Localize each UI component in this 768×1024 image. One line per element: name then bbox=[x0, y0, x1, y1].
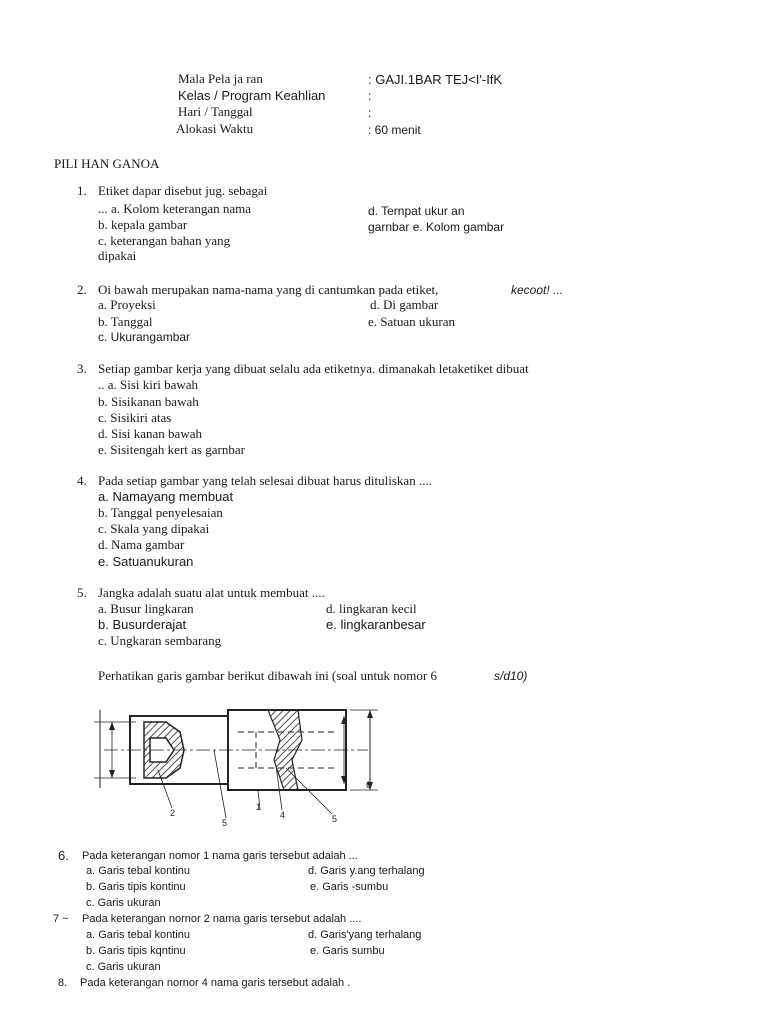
question-number: 3. bbox=[77, 361, 87, 376]
drawing-label-2: 2 bbox=[170, 808, 176, 818]
option-e: garnbar e. Kolom gambar bbox=[368, 220, 505, 234]
option-e: e. Garis -sumbu bbox=[310, 881, 389, 893]
question-number: 5. bbox=[77, 585, 87, 600]
instruction-text-italic: s/d10) bbox=[494, 669, 528, 683]
header-value-time: : 60 menit bbox=[368, 123, 421, 137]
option-d: d. Sisi kanan bawah bbox=[98, 426, 202, 441]
drawing-label-5-right: 5 bbox=[332, 814, 338, 824]
option-d: d. Garis'yang terhalang bbox=[308, 929, 422, 941]
drawing-label-5-left: 5 bbox=[222, 818, 228, 828]
drawing-label-6: 6 bbox=[366, 780, 372, 790]
question-text: Pada setiap gambar yang telah selesai dibuat harus dituliskan .... bbox=[98, 473, 432, 488]
technical-drawing bbox=[88, 700, 388, 828]
question-text: Setiap gambar kerja yang dibuat selalu ada etiketnya. dimanakah letaketiket dibuat bbox=[98, 361, 529, 376]
question-number: 7 ~ bbox=[53, 913, 69, 925]
option-c: c. Ukurangambar bbox=[98, 330, 191, 344]
option-b: b. Sisikanan bawah bbox=[98, 394, 199, 409]
option-c: c. Ungkaran sembarang bbox=[98, 633, 222, 648]
header-label-date: Hari / Tanggal bbox=[178, 104, 253, 119]
option-d: d. Nama gambar bbox=[98, 537, 185, 552]
header-value-subject: : GAJI.1BAR TEJ<I'-IfK bbox=[368, 72, 503, 87]
option-d: d. Garis y.ang terhalang bbox=[308, 865, 425, 877]
question-text: Pada keterangan nornor 4 nama garis tersebut adalah . bbox=[80, 977, 351, 989]
question-text-italic: kecoot! ... bbox=[511, 283, 564, 297]
option-c: c. Garis ukuran bbox=[86, 961, 161, 973]
header-label-time: Alokasi Waktu bbox=[176, 121, 254, 136]
question-text: Oi bawah merupakan nama-nama yang di cantumkan pada etiket, bbox=[98, 282, 439, 297]
header-label-subject: Mala Pela ja ran bbox=[178, 71, 263, 86]
option-e: e. lingkaranbesar bbox=[326, 617, 426, 632]
option-e: e. Garis sumbu bbox=[310, 945, 385, 957]
drawing-label-1: 1 bbox=[256, 802, 262, 812]
header-value-date: : bbox=[368, 106, 372, 120]
option-b: b. Garis tipis kqntinu bbox=[86, 945, 186, 957]
option-b: b. kepala gambar bbox=[98, 217, 188, 232]
option-c-continued: dipakai bbox=[98, 248, 137, 263]
option-c: c. Skala yang dipakai bbox=[98, 521, 210, 536]
option-d: d. Ternpat ukur an bbox=[368, 204, 465, 218]
option-c: c. Sisikiri atas bbox=[98, 410, 172, 425]
option-b: b. Tanggal bbox=[98, 314, 153, 329]
question-number: 8. bbox=[58, 977, 68, 989]
option-b: b. Garis tipis kontinu bbox=[86, 881, 186, 893]
header-value-class: : bbox=[368, 89, 372, 103]
question-number: 4. bbox=[77, 473, 87, 488]
option-a: a. Busur lingkaran bbox=[98, 601, 194, 616]
option-a: .. a. Sisi kiri bawah bbox=[98, 377, 199, 392]
question-text: Jangka adalah suatu alat untuk membuat .... bbox=[98, 585, 325, 600]
header-label-class: Kelas / Program Keahlian bbox=[178, 88, 326, 103]
question-number: 6. bbox=[58, 848, 69, 863]
option-a: a. Garis tebal kontinu bbox=[86, 929, 190, 941]
option-d: d. Di gambar bbox=[370, 297, 439, 312]
question-number: 2. bbox=[77, 282, 87, 297]
option-a: a. Namayang membuat bbox=[98, 489, 234, 504]
option-a: ... a. Kolom keterangan nama bbox=[98, 201, 252, 216]
option-a: a. Proyeksi bbox=[98, 297, 156, 312]
option-e: e. Satuan ukuran bbox=[368, 314, 456, 329]
option-b: b. Busurderajat bbox=[98, 617, 187, 632]
option-c: c. Garis ukuran bbox=[86, 897, 161, 909]
section-title: PILI HAN GANOA bbox=[54, 156, 160, 171]
option-e: e. Satuanukuran bbox=[98, 554, 194, 569]
option-a: a. Garis tebal kontinu bbox=[86, 865, 190, 877]
option-c: c. keterangan bahan yang bbox=[98, 233, 231, 248]
question-text: Etiket dapar disebut jug. sebagai bbox=[98, 183, 268, 198]
option-e: e. Sisitengah kert as garnbar bbox=[98, 442, 245, 457]
option-d: d. lingkaran kecil bbox=[326, 601, 417, 616]
drawing-label-4: 4 bbox=[280, 810, 286, 820]
question-text: Pada keterangan nornor 2 nama garis tersebut adalah .... bbox=[82, 913, 362, 925]
question-text: Pada keterangan nomor 1 nama garis tersebut adalah ... bbox=[82, 850, 358, 862]
option-b: b. Tanggal penyelesaian bbox=[98, 505, 223, 520]
question-number: 1. bbox=[77, 183, 87, 198]
instruction-text: Perhatikan garis gambar berikut dibawah ini (soal untuk nomor 6 bbox=[98, 668, 438, 683]
